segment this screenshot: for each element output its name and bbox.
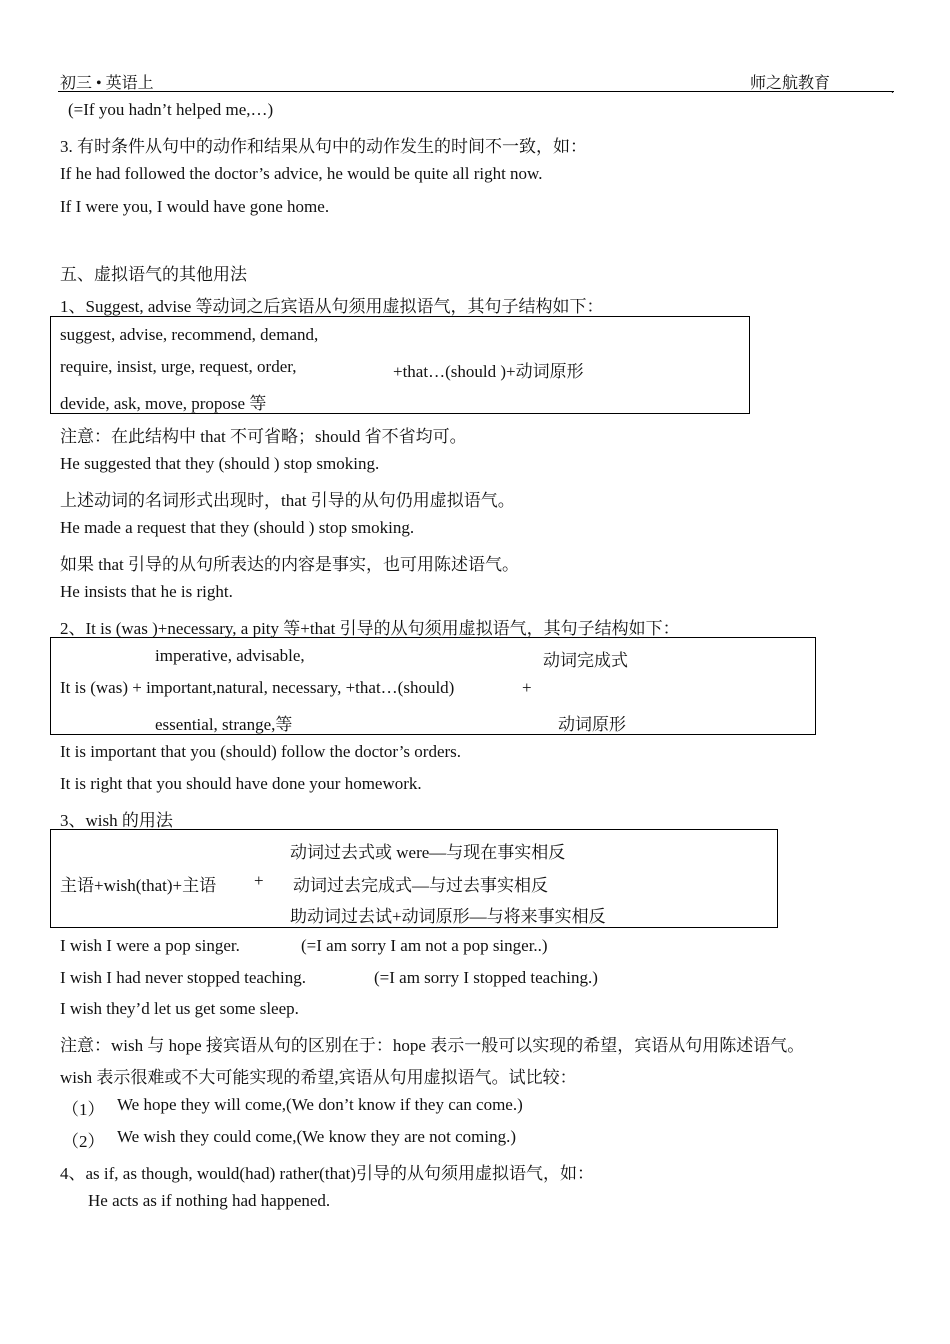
text-line: 如果 that 引导的从句所表达的内容是事实，也可用陈述语气。: [60, 555, 519, 574]
example-line: I wish I were a pop singer.: [60, 936, 240, 955]
text-line: 4、as if, as though, would(had) rather(that)引导的从句须用虚拟语气，如：: [60, 1164, 594, 1183]
text-line: (=If you hadn’t helped me,…): [68, 100, 274, 119]
example-line: He made a request that they (should ) stop smoking.: [60, 518, 415, 537]
box2-right: 动词原形: [558, 715, 626, 734]
box1-row: suggest, advise, recommend, demand,: [60, 325, 319, 344]
box1-formula: +that…(should )+动词原形: [393, 362, 584, 381]
item-number: （2）: [62, 1132, 105, 1151]
text-line: wish 表示很难或不大可能实现的希望,宾语从句用虚拟语气。试比较：: [60, 1068, 577, 1087]
box1-row: require, insist, urge, request, order,: [60, 357, 297, 376]
header-rule: [58, 91, 894, 92]
box3-plus: +: [254, 871, 264, 890]
text-line: 3. 有时条件从句中的动作和结果从句中的动作发生的时间不一致，如：: [60, 137, 587, 156]
text-line: 2、It is (was )+necessary, a pity 等+that 引导的从句须用虚拟语气，其句子结构如下：: [60, 619, 680, 638]
example-line: He acts as if nothing had happened.: [88, 1191, 331, 1210]
subsection-heading: 3、wish 的用法: [60, 811, 173, 830]
box3-left: 主语+wish(that)+主语: [60, 876, 217, 895]
header-left: 初三 • 英语上: [60, 75, 154, 92]
item-number: （1）: [62, 1100, 105, 1119]
text-line: 1、Suggest, advise 等动词之后宾语从句须用虚拟语气，其句子结构如下：: [60, 297, 604, 316]
box2-row: essential, strange,等: [155, 715, 293, 734]
box2-plus: +: [522, 678, 532, 697]
header-trail: .: [891, 82, 894, 96]
section-heading: 五、虚拟语气的其他用法: [60, 265, 247, 284]
text-line: If he had followed the doctor’s advice, he would be quite all right now.: [60, 164, 543, 183]
box3-row: 助动词过去试+动词原形—与将来事实相反: [290, 907, 606, 926]
example-line: It is important that you (should) follow the doctor’s orders.: [60, 742, 462, 761]
box2-row: imperative, advisable,: [155, 646, 305, 665]
box3-row: 动词过去式或 were—与现在事实相反: [290, 843, 566, 862]
example-gloss: (=I am sorry I stopped teaching.): [374, 968, 598, 987]
box2-right: 动词完成式: [543, 651, 628, 670]
text-line: 上述动词的名词形式出现时，that 引导的从句仍用虚拟语气。: [60, 491, 515, 510]
note-line: 注意：在此结构中 that 不可省略；should 省不省均可。: [60, 427, 467, 446]
header-right: 师之航教育: [750, 75, 831, 92]
example-line: It is right that you should have done your homework.: [60, 774, 422, 793]
example-line: He suggested that they (should ) stop smoking.: [60, 454, 380, 473]
box1-row: devide, ask, move, propose 等: [60, 394, 267, 413]
example-line: We wish they could come,(We know they are not coming.): [117, 1127, 517, 1146]
text-line: If I were you, I would have gone home.: [60, 197, 330, 216]
example-gloss: (=I am sorry I am not a pop singer..): [301, 936, 548, 955]
example-line: I wish I had never stopped teaching.: [60, 968, 306, 987]
example-line: We hope they will come,(We don’t know if they can come.): [117, 1095, 523, 1114]
example-line: I wish they’d let us get some sleep.: [60, 999, 299, 1018]
note-line: 注意：wish 与 hope 接宾语从句的区别在于：hope 表示一般可以实现的希望，宾语从句用陈述语气。: [60, 1036, 805, 1055]
box3-row: 动词过去完成式—与过去事实相反: [293, 876, 548, 895]
example-line: He insists that he is right.: [60, 582, 233, 601]
box2-row: It is (was) + important,natural, necessary, +that…(should): [60, 678, 455, 697]
